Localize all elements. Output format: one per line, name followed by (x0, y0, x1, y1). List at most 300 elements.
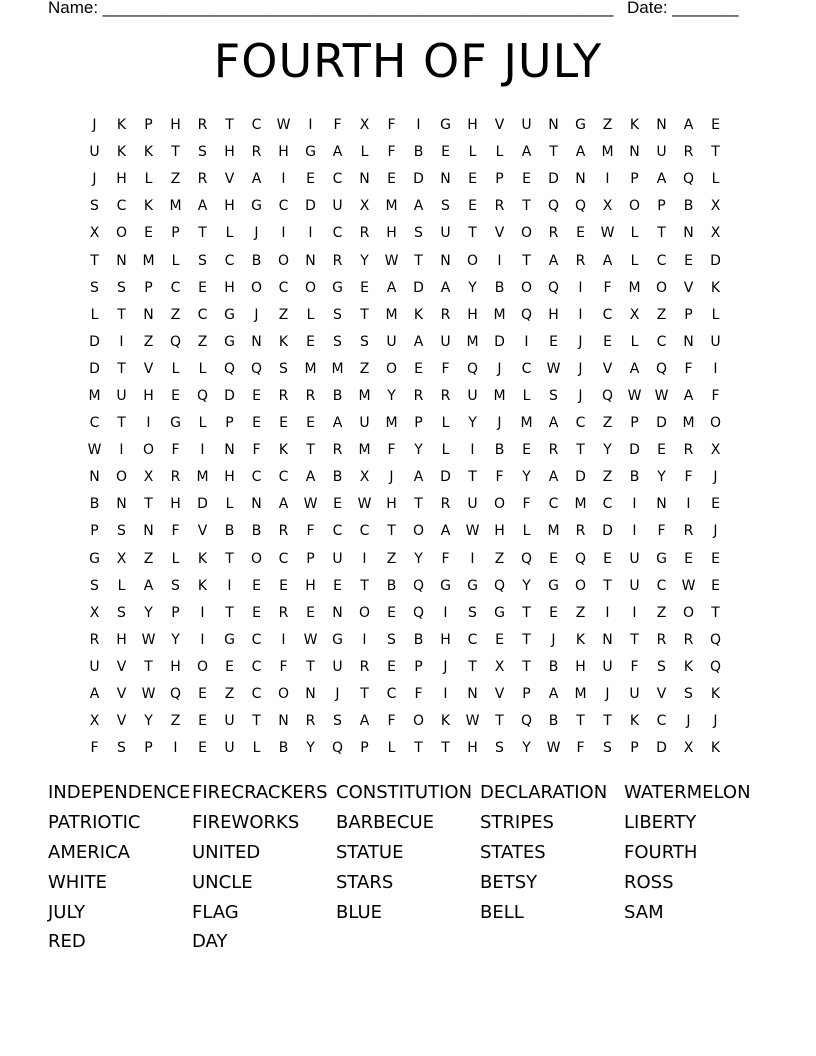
grid-letter: U (710, 333, 721, 350)
grid-letter: A (332, 415, 343, 432)
grid-letter: I (497, 252, 502, 269)
grid-letter: X (89, 225, 100, 242)
grid-letter: R (683, 144, 694, 161)
grid-letter: B (332, 387, 343, 404)
grid-letter: I (632, 523, 637, 540)
grid-letter: O (277, 686, 290, 703)
grid-letter: E (279, 577, 288, 594)
grid-letter: J (713, 469, 718, 486)
grid-letter: U (440, 225, 451, 242)
grid-letter: A (548, 252, 559, 269)
word-bank-item: WHITE (48, 871, 108, 893)
grid-letter: W (87, 442, 102, 459)
grid-letter: A (629, 360, 640, 377)
grid-letter: R (278, 523, 289, 540)
grid-letter: G (89, 550, 100, 567)
grid-row (81, 410, 729, 437)
grid-letter: T (522, 658, 531, 675)
word-bank-row (48, 808, 768, 838)
grid-letter: U (332, 198, 343, 215)
word-bank-item: FIREWORKS (192, 812, 300, 834)
grid-letter: D (224, 387, 235, 404)
grid-letter: U (521, 117, 532, 134)
grid-letter: F (171, 442, 180, 459)
grid-letter: S (468, 604, 477, 621)
grid-letter: A (440, 523, 451, 540)
grid-letter: H (467, 306, 478, 323)
grid-letter: A (575, 144, 586, 161)
grid-letter: Q (196, 387, 209, 404)
word-bank-item: STARS (336, 871, 394, 893)
grid-letter: P (495, 171, 504, 188)
grid-letter: C (278, 469, 289, 486)
grid-letter: J (497, 360, 502, 377)
grid-letter: T (522, 604, 531, 621)
grid-letter: M (385, 306, 398, 323)
grid-letter: T (603, 577, 612, 594)
grid-letter: G (251, 198, 262, 215)
word-bank-item: PATRIOTIC (48, 812, 141, 834)
grid-letter: I (200, 442, 205, 459)
grid-letter: O (709, 415, 722, 432)
grid-letter: C (278, 279, 289, 296)
grid-letter: B (332, 469, 343, 486)
grid-letter: S (333, 713, 342, 730)
grid-letter: I (632, 496, 637, 513)
grid-letter: N (332, 604, 343, 621)
grid-letter: D (629, 442, 640, 459)
grid-letter: U (89, 144, 100, 161)
grid-letter: E (522, 171, 531, 188)
grid-letter: L (495, 144, 504, 161)
grid-letter: T (117, 360, 126, 377)
grid-letter: L (468, 144, 477, 161)
grid-letter: E (198, 686, 207, 703)
grid-row (81, 464, 729, 491)
grid-letter: P (225, 415, 234, 432)
grid-letter: N (683, 333, 694, 350)
grid-letter: E (414, 360, 423, 377)
grid-letter: E (306, 171, 315, 188)
grid-letter: F (684, 360, 693, 377)
grid-letter: S (684, 686, 693, 703)
grid-letter: A (386, 279, 397, 296)
grid-letter: R (575, 252, 586, 269)
grid-letter: O (250, 279, 263, 296)
grid-letter: T (468, 225, 477, 242)
grid-letter: N (305, 252, 316, 269)
grid-letter: L (522, 387, 531, 404)
grid-letter: I (308, 117, 313, 134)
grid-letter: R (332, 442, 343, 459)
grid-letter: E (603, 333, 612, 350)
grid-letter: Q (547, 198, 560, 215)
grid-letter: E (198, 713, 207, 730)
grid-letter: T (306, 442, 315, 459)
grid-letter: V (143, 360, 154, 377)
grid-letter: R (197, 117, 208, 134)
date-field-label[interactable]: Date: _______ (627, 0, 739, 17)
word-bank-item: UNCLE (192, 871, 253, 893)
word-bank-item: FIRECRACKERS (192, 782, 328, 804)
grid-letter: N (278, 713, 289, 730)
grid-letter: T (576, 442, 585, 459)
grid-letter: R (197, 171, 208, 188)
grid-letter: D (89, 333, 100, 350)
header (48, 0, 748, 20)
word-bank-item: AMERICA (48, 841, 130, 863)
word-bank-item: CONSTITUTION (336, 782, 473, 804)
grid-letter: F (684, 469, 693, 486)
grid-letter: I (443, 686, 448, 703)
grid-letter: Y (306, 740, 315, 757)
grid-letter: B (494, 442, 505, 459)
grid-letter: B (224, 523, 235, 540)
word-bank-item: BLUE (336, 901, 383, 923)
grid-letter: J (443, 658, 448, 675)
grid-letter: F (387, 713, 396, 730)
grid-letter: Y (360, 252, 369, 269)
grid-letter: R (89, 631, 100, 648)
grid-letter: O (358, 604, 371, 621)
grid-letter: E (360, 279, 369, 296)
word-bank-row (48, 927, 768, 957)
grid-letter: X (629, 306, 640, 323)
grid-letter: D (197, 496, 208, 513)
grid-letter: M (169, 198, 182, 215)
grid-letter: E (603, 550, 612, 567)
grid-letter: A (197, 198, 208, 215)
word-bank-item: JULY (48, 901, 86, 923)
grid-letter: T (90, 252, 99, 269)
grid-letter: Z (170, 306, 181, 323)
grid-letter: L (522, 523, 531, 540)
grid-letter: Z (656, 306, 667, 323)
grid-letter: F (414, 686, 423, 703)
grid-letter: J (254, 225, 259, 242)
grid-letter: F (171, 523, 180, 540)
grid-letter: J (92, 171, 97, 188)
grid-letter: T (522, 252, 531, 269)
grid-letter: T (360, 686, 369, 703)
grid-letter: C (170, 279, 181, 296)
grid-letter: T (711, 604, 720, 621)
grid-letter: Z (143, 550, 154, 567)
grid-letter: A (683, 117, 694, 134)
grid-letter: N (251, 496, 262, 513)
grid-letter: W (465, 713, 480, 730)
grid-letter: K (143, 144, 154, 161)
grid-letter: B (413, 144, 424, 161)
grid-letter: K (116, 117, 127, 134)
grid-letter: I (119, 442, 124, 459)
grid-letter: Q (466, 360, 479, 377)
grid-letter: G (440, 117, 451, 134)
grid-letter: J (713, 523, 718, 540)
grid-letter: H (548, 306, 559, 323)
grid-letter: Q (574, 550, 587, 567)
grid-letter: Y (387, 387, 396, 404)
grid-letter: J (686, 713, 691, 730)
grid-letter: Y (144, 713, 153, 730)
grid-letter: E (549, 604, 558, 621)
grid-letter: D (710, 252, 721, 269)
grid-letter: K (683, 658, 694, 675)
grid-letter: U (440, 333, 451, 350)
grid-letter: X (710, 225, 721, 242)
grid-letter: N (548, 117, 559, 134)
grid-letter: B (413, 631, 424, 648)
grid-row (81, 329, 729, 356)
grid-letter: D (494, 333, 505, 350)
word-bank-item: STRIPES (480, 812, 554, 834)
grid-letter: S (333, 333, 342, 350)
grid-letter: P (414, 658, 423, 675)
grid-letter: B (683, 198, 694, 215)
grid-letter: X (710, 198, 721, 215)
grid-letter: L (441, 442, 450, 459)
grid-letter: S (90, 577, 99, 594)
grid-letter: Q (709, 631, 722, 648)
grid-row (81, 546, 729, 573)
grid-letter: G (332, 631, 343, 648)
grid-letter: C (656, 577, 667, 594)
grid-letter: E (684, 252, 693, 269)
grid-row (81, 518, 729, 545)
grid-letter: J (335, 686, 340, 703)
word-bank-row (48, 838, 768, 868)
grid-letter: K (710, 740, 721, 757)
grid-letter: B (251, 523, 262, 540)
grid-letter: L (198, 415, 207, 432)
grid-letter: K (278, 442, 289, 459)
grid-letter: O (412, 523, 425, 540)
word-bank-item: LIBERTY (624, 812, 697, 834)
grid-letter: S (360, 333, 369, 350)
grid-letter: C (575, 415, 586, 432)
grid-letter: A (440, 279, 451, 296)
grid-letter: L (630, 252, 639, 269)
grid-letter: Z (278, 306, 289, 323)
grid-letter: L (711, 306, 720, 323)
grid-letter: M (358, 442, 371, 459)
grid-letter: M (547, 523, 560, 540)
grid-letter: V (197, 523, 208, 540)
word-bank-item: BELL (480, 901, 524, 923)
grid-letter: H (386, 496, 397, 513)
grid-row (81, 275, 729, 302)
grid-letter: C (224, 252, 235, 269)
grid-letter: Q (547, 279, 560, 296)
grid-letter: E (333, 496, 342, 513)
grid-letter: I (200, 631, 205, 648)
grid-letter: E (198, 740, 207, 757)
grid-letter: I (578, 279, 583, 296)
grid-letter: W (276, 117, 291, 134)
grid-letter: Z (602, 415, 613, 432)
grid-letter: H (143, 387, 154, 404)
grid-letter: P (657, 198, 666, 215)
page-title: FOURTH OF JULY (213, 34, 603, 88)
grid-letter: C (386, 686, 397, 703)
grid-letter: E (252, 387, 261, 404)
grid-row (81, 491, 729, 518)
grid-letter: I (578, 306, 583, 323)
grid-letter: C (278, 550, 289, 567)
grid-row (81, 302, 729, 329)
grid-letter: V (683, 279, 694, 296)
grid-letter: F (522, 496, 531, 513)
grid-letter: G (224, 333, 235, 350)
grid-letter: P (414, 415, 423, 432)
grid-letter: T (414, 740, 423, 757)
grid-letter: E (333, 577, 342, 594)
grid-letter: Q (520, 550, 533, 567)
grid-letter: A (359, 713, 370, 730)
word-bank-item: ROSS (624, 871, 674, 893)
grid-letter: T (468, 658, 477, 675)
grid-letter: Q (709, 658, 722, 675)
grid-letter: H (386, 225, 397, 242)
grid-letter: A (548, 686, 559, 703)
grid-letter: Q (250, 360, 263, 377)
grid-letter: E (657, 442, 666, 459)
grid-letter: V (494, 117, 505, 134)
grid-letter: U (467, 387, 478, 404)
grid-letter: H (116, 631, 127, 648)
grid-letter: D (89, 360, 100, 377)
grid-letter: D (656, 740, 667, 757)
grid-letter: R (170, 469, 181, 486)
grid-letter: S (198, 144, 207, 161)
grid-letter: W (384, 252, 399, 269)
grid-letter: Q (412, 604, 425, 621)
grid-letter: L (198, 360, 207, 377)
grid-row (81, 356, 729, 383)
grid-letter: Z (170, 713, 181, 730)
grid-letter: O (493, 496, 506, 513)
grid-letter: E (522, 442, 531, 459)
grid-letter: M (385, 198, 398, 215)
grid-letter: L (171, 550, 180, 567)
grid-letter: L (90, 306, 99, 323)
grid-letter: H (116, 171, 127, 188)
grid-letter: Y (522, 740, 531, 757)
grid-letter: O (655, 279, 668, 296)
grid-letter: Z (575, 604, 586, 621)
word-search-grid (81, 112, 729, 762)
grid-letter: X (359, 469, 370, 486)
grid-letter: A (143, 577, 154, 594)
grid-letter: E (279, 415, 288, 432)
grid-letter: R (548, 442, 559, 459)
grid-letter: R (251, 144, 262, 161)
word-bank-item: DAY (192, 931, 228, 953)
grid-letter: R (413, 387, 424, 404)
grid-letter: H (224, 279, 235, 296)
grid-letter: M (385, 415, 398, 432)
grid-letter: I (281, 225, 286, 242)
grid-letter: R (575, 523, 586, 540)
grid-letter: X (359, 117, 370, 134)
grid-letter: A (251, 171, 262, 188)
grid-letter: Z (224, 686, 235, 703)
grid-letter: K (440, 713, 451, 730)
grid-letter: W (654, 387, 669, 404)
grid-letter: R (278, 387, 289, 404)
name-field-label[interactable]: Name: ______________________________________________________ (48, 0, 614, 17)
grid-letter: Z (602, 117, 613, 134)
grid-letter: F (711, 387, 720, 404)
grid-letter: K (143, 198, 154, 215)
grid-letter: F (657, 523, 666, 540)
grid-letter: D (413, 279, 424, 296)
grid-letter: E (387, 604, 396, 621)
grid-letter: U (386, 333, 397, 350)
grid-letter: Z (494, 550, 505, 567)
grid-letter: E (306, 415, 315, 432)
grid-letter: I (470, 550, 475, 567)
grid-letter: J (92, 117, 97, 134)
grid-letter: P (630, 171, 639, 188)
grid-letter: I (281, 631, 286, 648)
grid-row (81, 166, 729, 193)
grid-letter: H (224, 469, 235, 486)
grid-letter: R (683, 523, 694, 540)
grid-letter: L (306, 306, 315, 323)
grid-letter: V (494, 686, 505, 703)
grid-letter: M (358, 387, 371, 404)
grid-letter: D (548, 171, 559, 188)
grid-letter: O (250, 550, 263, 567)
grid-letter: D (602, 523, 613, 540)
grid-letter: M (142, 252, 155, 269)
grid-letter: U (116, 387, 127, 404)
grid-letter: O (115, 469, 128, 486)
grid-letter: J (578, 333, 583, 350)
grid-letter: T (225, 550, 234, 567)
grid-letter: O (466, 252, 479, 269)
grid-letter: B (629, 469, 640, 486)
grid-letter: W (600, 225, 615, 242)
grid-letter: S (90, 279, 99, 296)
grid-letter: C (197, 306, 208, 323)
grid-letter: E (306, 333, 315, 350)
grid-letter: W (627, 387, 642, 404)
grid-letter: M (304, 360, 317, 377)
grid-letter: P (630, 740, 639, 757)
grid-letter: R (683, 442, 694, 459)
grid-letter: N (656, 117, 667, 134)
grid-letter: I (362, 550, 367, 567)
grid-letter: I (470, 442, 475, 459)
grid-letter: T (198, 225, 207, 242)
grid-letter: Q (169, 333, 182, 350)
grid-letter: U (629, 550, 640, 567)
grid-letter: J (551, 631, 556, 648)
grid-letter: R (440, 306, 451, 323)
grid-letter: R (332, 252, 343, 269)
grid-letter: S (603, 740, 612, 757)
grid-letter: S (117, 279, 126, 296)
word-bank-item: UNITED (192, 841, 261, 863)
word-bank-item: FLAG (192, 901, 239, 923)
grid-letter: N (656, 496, 667, 513)
grid-letter: O (115, 225, 128, 242)
grid-letter: C (656, 252, 667, 269)
grid-letter: G (440, 577, 451, 594)
grid-letter: I (173, 740, 178, 757)
